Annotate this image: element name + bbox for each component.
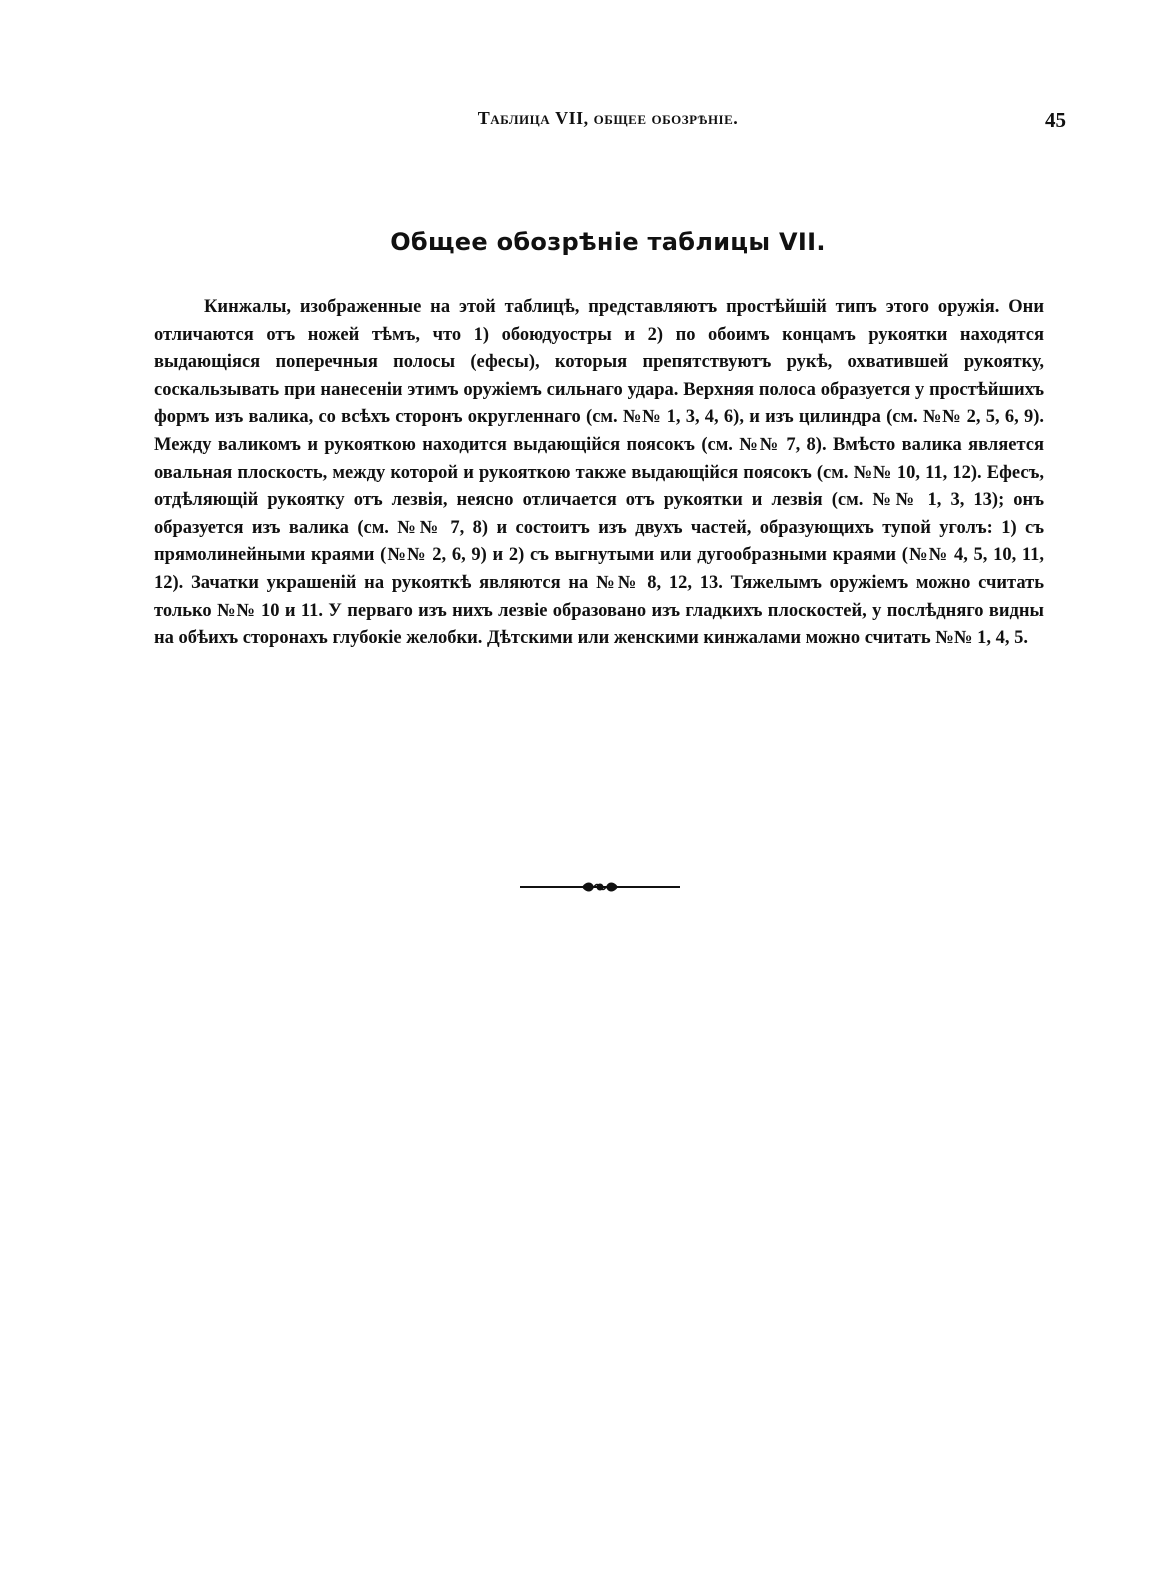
divider-ornament-icon (520, 877, 680, 897)
running-head (150, 108, 1066, 138)
page-number: 45 (1045, 108, 1066, 132)
body-paragraph: Кинжалы, изображенные на этой таблицѣ, представляютъ простѣйшій типъ этого оружія. Они отличаются отъ ножей тѣмъ, что 1) обоюдуостры и 2) по обоимъ концамъ рукоятки находятся выдающіяся поперечныя полосы (ефесы), которыя препятствуютъ рукѣ, охватившей рукоятку, соскальзывать при нанесеніи этимъ оружіемъ сильнаго удара. Верхняя полоса образуется у простѣйшихъ формъ изъ валика, со всѣхъ сторонъ округленнаго (см. №№ 1, 3, 4, 6), и изъ цилиндра (см. №№ 2, 5, 6, 9). Между валикомъ и рукояткою находится выдающійся поясокъ (см. №№ 7, 8). Вмѣсто валика является овальная плоскость, между которой и рукояткою также выдающійся поясокъ (см. №№ 10, 11, 12). Ефесъ, отдѣляющій рукоятку отъ лезвія, неясно отличается отъ рукоятки и лезвія (см. №№ 1, 3, 13); онъ образуется изъ валика (см. №№ 7, 8) и состоитъ изъ двухъ частей, образующихъ тупой уголъ: 1) съ прямолинейными краями (№№ 2, 6, 9) и 2) съ выгнутыми или дугообразными краями (№№ 4, 5, 10, 11, 12). Зачатки украшеній на рукояткѣ являются на №№ 8, 12, 13. Тяжелымъ оружіемъ можно считать только №№ 10 и 11. У перваго изъ нихъ лезвіе образовано изъ гладкихъ плоскостей, у послѣдняго видны на обѣихъ сторонахъ глубокіе желобки. Дѣтскими или женскими кинжалами можно считать №№ 1, 4, 5. (154, 297, 1044, 649)
running-title: Таблица VII, общее обозрѣніе. (477, 108, 739, 128)
section-heading: Общее обозрѣніе таблицы VII. (390, 228, 826, 256)
